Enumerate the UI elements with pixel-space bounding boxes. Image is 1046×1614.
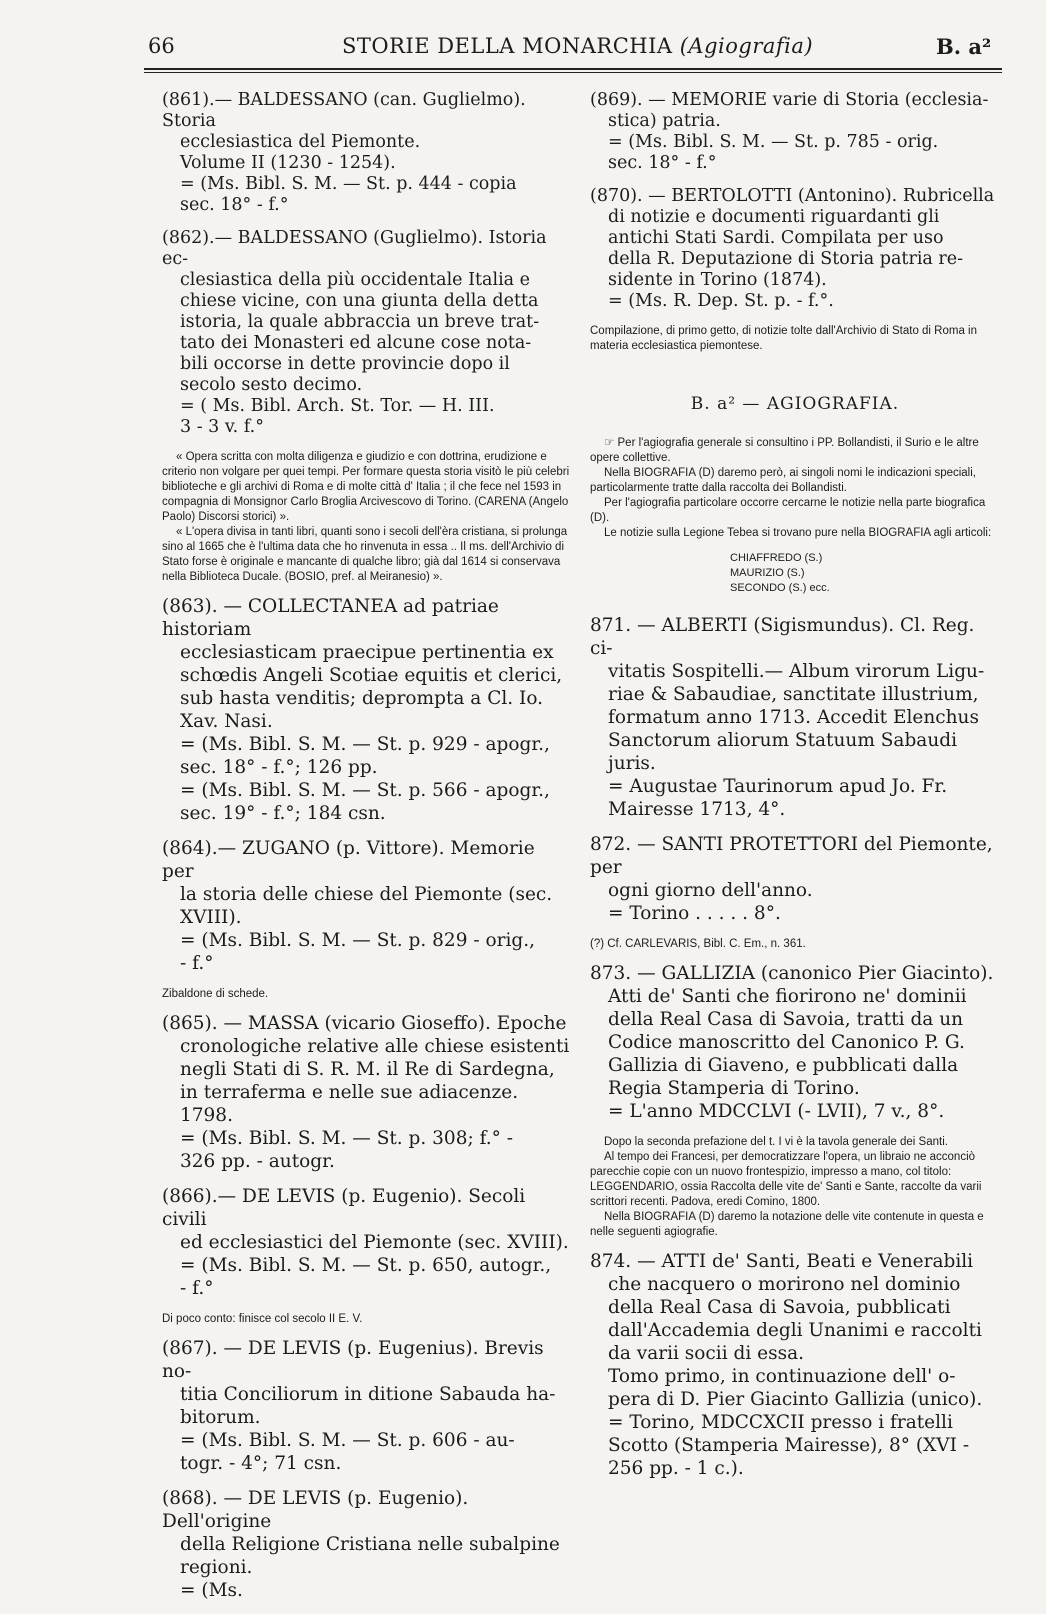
- entry-line: (869). — MEMORIE varie di Storia (ecclesia-: [590, 90, 989, 110]
- entry-line: Codice manoscritto del Canonico P. G.: [608, 1032, 965, 1053]
- entry-line: - f.°: [180, 953, 214, 974]
- page-number: 66: [148, 34, 175, 58]
- entry-line: bili occorse in dette provincie dopo il: [180, 354, 510, 374]
- left-column: [162, 90, 572, 1614]
- entry-line: negli Stati di S. R. M. il Re di Sardegna,: [180, 1059, 555, 1080]
- entry-line: - f.°: [180, 1278, 214, 1299]
- entry-863: [162, 595, 572, 825]
- entry-line: secolo sesto decimo.: [180, 375, 363, 395]
- section-mark: B. a²: [936, 34, 992, 59]
- entry-line: riae & Sabaudiae, sanctitate illustrium,: [608, 684, 979, 705]
- entry-line: titia Conciliorum in ditione Sabauda ha-: [180, 1384, 556, 1405]
- list-item: MAURIZIO (S.): [730, 567, 805, 579]
- entry-line: (870). — BERTOLOTTI (Antonino). Rubricella: [590, 186, 995, 206]
- right-column: [590, 90, 1000, 1492]
- entry-873: [590, 962, 1000, 1123]
- entry-line: 3 - 3 v. f.°: [180, 417, 264, 437]
- entry-866: [162, 1185, 572, 1300]
- entry-869: [590, 90, 1000, 174]
- note-872: [590, 937, 1000, 952]
- entry-line: tato dei Monasteri ed alcune cose nota-: [180, 333, 532, 353]
- entry-line: ed ecclesiastici del Piemonte (sec. XVIII).: [180, 1232, 569, 1253]
- entry-line: Scotto (Stamperia Mairesse), 8° (XVI -: [608, 1435, 970, 1456]
- entry-line: dall'Accademia degli Unanimi e raccolti: [608, 1320, 982, 1341]
- note-paragraph: Zibaldone di schede.: [162, 988, 269, 1000]
- entry-line: = (Ms. Bibl. S. M. — St. p. 308; f.° -: [180, 1128, 514, 1149]
- note-paragraph: Al tempo dei Francesi, per democratizzare l'opera, un libraio ne acconciò parecchie copie con un nuovo frontespizio, impresso a mano, col titolo: LEGGENDARIO, ossia Raccolta delle vite de' Santi e Sante, raccolte da varii scrittori recenti. Padova, eredi Comino, 1800.: [590, 1151, 982, 1208]
- running-title-main: STORIE DELLA MONARCHIA: [342, 34, 680, 58]
- note-870: [590, 324, 1000, 354]
- entry-line: clesiastica della più occidentale Italia e: [180, 270, 531, 290]
- entry-line: = ( Ms. Bibl. Arch. St. Tor. — H. III.: [180, 396, 495, 416]
- entry-line: ecclesiastica del Piemonte.: [180, 132, 421, 152]
- entry-line: istoria, la quale abbraccia un breve trat-: [180, 312, 540, 332]
- entry-line: = Augustae Taurinorum apud Jo. Fr.: [608, 776, 948, 797]
- entry-line: 256 pp. - 1 c.).: [608, 1458, 744, 1479]
- entry-line: = (Ms. Bibl. S. M. — St. p. 650, autogr.,: [180, 1255, 552, 1276]
- entry-line: = Torino, MDCCXCII presso i fratelli: [608, 1412, 953, 1433]
- entry-line: bitorum.: [180, 1407, 261, 1428]
- entry-line: = (Ms. Bibl. S. M. — St. p. 785 - orig.: [608, 132, 939, 152]
- entry-line: vitatis Sospitelli.— Album virorum Ligu-: [608, 661, 985, 682]
- page-header: [0, 0, 1046, 66]
- entry-line: (862).— BALDESSANO (Guglielmo). Istoria ec-: [162, 228, 547, 269]
- entry-line: XVIII).: [180, 907, 242, 928]
- entry-line: = (Ms. R. Dep. St. p. - f.°.: [608, 291, 834, 311]
- entry-line: 873. — GALLIZIA (canonico Pier Giacinto).: [590, 963, 994, 984]
- entry-line: Volume II (1230 - 1254).: [180, 153, 396, 173]
- note-paragraph: Per l'agiografia particolare occorre cercarne le notizie nella parte biografica (D).: [590, 497, 986, 524]
- entry-862: [162, 228, 572, 438]
- note-paragraph: ☞ Per l'agiografia generale si consultino i PP. Bollandisti, il Surio e le altre opere collettive.: [590, 437, 979, 464]
- entry-line: = (Ms. Bibl. S. M. — St. p. 566 - apogr.,: [180, 780, 550, 801]
- entry-line: = (Ms.: [180, 1580, 243, 1601]
- note-866: [162, 1312, 572, 1327]
- entry-line: ogni giorno dell'anno.: [608, 880, 813, 901]
- note-paragraph: Dopo la seconda prefazione del t. I vi è la tavola generale dei Santi.: [604, 1136, 948, 1148]
- entry-line: Regia Stamperia di Torino.: [608, 1078, 860, 1099]
- entry-line: ecclesiasticam praecipue pertinentia ex: [180, 642, 554, 663]
- entry-861: [162, 90, 572, 216]
- entry-line: 326 pp. - autogr.: [180, 1151, 335, 1172]
- entry-line: sec. 18° - f.°; 126 pp.: [180, 757, 378, 778]
- entry-line: della R. Deputazione di Storia patria re-: [608, 249, 964, 269]
- entry-line: = (Ms. Bibl. S. M. — St. p. 606 - au-: [180, 1430, 515, 1451]
- entry-line: = (Ms. Bibl. S. M. — St. p. 929 - apogr.,: [180, 734, 550, 755]
- entry-line: togr. - 4°; 71 csn.: [180, 1453, 342, 1474]
- running-title: [342, 34, 813, 58]
- running-title-italic: (Agiografia): [679, 34, 814, 58]
- note-873: [590, 1135, 1000, 1240]
- entry-line: = L'anno MDCCLVI (- LVII), 7 v., 8°.: [608, 1101, 945, 1122]
- entry-line: = (Ms. Bibl. S. M. — St. p. 444 - copia: [180, 174, 517, 194]
- entry-line: (861).— BALDESSANO (can. Guglielmo). Storia: [162, 90, 526, 131]
- note-paragraph: « Opera scritta con molta diligenza e giudizio e con dottrina, erudizione e criterio non volgare per quei tempi. Per formare questa storia visitò le più celebri biblioteche e gli archivi di Roma e di molte città d' Italia ; il che fece nel 1593 in compagnia di Monsignor Carlo Broglia Arcivescovo di Torino. (CARENA (Angelo Paolo) Discorsi storici) ».: [162, 451, 570, 523]
- entry-line: Xav. Nasi.: [180, 711, 273, 732]
- entry-line: sec. 19° - f.°; 184 csn.: [180, 803, 386, 824]
- entry-line: regioni.: [180, 1557, 253, 1578]
- note-paragraph: « L'opera divisa in tanti libri, quanti sono i secoli dell'èra cristiana, si prolunga sino al 1665 che è l'ultima data che ho rinvenuta in essa .. Il ms. dell'Archivio di Stato forse è originale e mancante di qualche libro; già dal 1614 si conservava nella Biblioteca Ducale. (BOSIO, pref. al Meiranesio) ».: [162, 526, 568, 583]
- note-paragraph: (?) Cf. CARLEVARIS, Bibl. C. Em., n. 361.: [590, 938, 806, 950]
- entry-line: la storia delle chiese del Piemonte (sec.: [180, 884, 553, 905]
- entry-line: sec. 18° - f.°: [180, 195, 289, 215]
- entry-line: = Torino . . . . . 8°.: [608, 903, 781, 924]
- saints-list: [590, 551, 1000, 596]
- entry-line: Tomo primo, in continuazione dell' o-: [608, 1366, 956, 1387]
- entry-line: di notizie e documenti riguardanti gli: [608, 207, 940, 227]
- note-paragraph: Le notizie sulla Legione Tebea si trovano pure nella BIOGRAFIA agli articoli:: [604, 527, 992, 539]
- entry-line: cronologiche relative alle chiese esistenti: [180, 1036, 570, 1057]
- entry-line: in terraferma e nelle sue adiacenze. 1798.: [180, 1082, 519, 1126]
- entry-867: [162, 1337, 572, 1475]
- entry-870: [590, 186, 1000, 312]
- entry-line: 871. — ALBERTI (Sigismundus). Cl. Reg. ci-: [590, 615, 975, 659]
- entry-874: [590, 1250, 1000, 1480]
- entry-865: [162, 1012, 572, 1173]
- note-paragraph: Di poco conto: finisce col secolo II E. V.: [162, 1313, 363, 1325]
- list-item: CHIAFFREDO (S.): [730, 552, 823, 564]
- note-paragraph: Nella BIOGRAFIA (D) daremo però, ai singoli nomi le indicazioni speciali, particolarmente tratte dalla raccolta dei Bollandisti.: [590, 467, 976, 494]
- entry-line: Mairesse 1713, 4°.: [608, 799, 786, 820]
- entry-line: della Real Casa di Savoia, pubblicati: [608, 1297, 951, 1318]
- entry-line: formatum anno 1713. Accedit Elenchus: [608, 707, 979, 728]
- entry-line: schœdis Angeli Scotiae equitis et clerici,: [180, 665, 563, 686]
- entry-line: (867). — DE LEVIS (p. Eugenius). Brevis no-: [162, 1338, 544, 1382]
- entry-line: 874. — ATTI de' Santi, Beati e Venerabili: [590, 1251, 974, 1272]
- list-item: SECONDO (S.) ecc.: [730, 582, 830, 594]
- entry-868: [162, 1487, 572, 1602]
- note-864: [162, 987, 572, 1002]
- note-paragraph: Compilazione, di primo getto, di notizie tolte dall'Archivio di Stato di Roma in materia ecclesiastica piemontese.: [590, 325, 977, 352]
- entry-line: Gallizia di Giaveno, e pubblicati dalla: [608, 1055, 959, 1076]
- entry-line: pera di D. Pier Giacinto Gallizia (unico).: [608, 1389, 983, 1410]
- entry-line: antichi Stati Sardi. Compilata per uso: [608, 228, 944, 248]
- entry-872: [590, 833, 1000, 925]
- entry-line: chiese vicine, con una giunta della detta: [180, 291, 539, 311]
- entry-line: (864).— ZUGANO (p. Vittore). Memorie per: [162, 838, 535, 882]
- entry-line: Atti de' Santi che fiorirono ne' dominii: [608, 986, 967, 1007]
- note-862: [162, 450, 572, 585]
- header-rule: [144, 68, 1002, 73]
- entry-line: Sanctorum aliorum Statuum Sabaudi juris.: [608, 730, 957, 774]
- entry-line: della Real Casa di Savoia, tratti da un: [608, 1009, 964, 1030]
- entry-line: = (Ms. Bibl. S. M. — St. p. 829 - orig.,: [180, 930, 535, 951]
- section-heading: B. a² — AGIOGRAFIA.: [690, 394, 900, 414]
- note-paragraph: Nella BIOGRAFIA (D) daremo la notazione delle vite contenute in questa e nelle seguenti agiografie.: [590, 1211, 984, 1238]
- agiografia-intro: [590, 436, 1000, 541]
- entry-864: [162, 837, 572, 975]
- entry-line: stica) patria.: [608, 111, 721, 131]
- entry-line: (865). — MASSA (vicario Gioseffo). Epoche: [162, 1013, 567, 1034]
- entry-line: (866).— DE LEVIS (p. Eugenio). Secoli civili: [162, 1186, 526, 1230]
- entry-line: 872. — SANTI PROTETTORI del Piemonte, per: [590, 834, 993, 878]
- entry-line: sec. 18° - f.°: [608, 153, 717, 173]
- entry-line: sidente in Torino (1874).: [608, 270, 827, 290]
- entry-line: da varii socii di essa.: [608, 1343, 804, 1364]
- entry-line: (868). — DE LEVIS (p. Eugenio). Dell'origine: [162, 1488, 469, 1532]
- entry-line: (863). — COLLECTANEA ad patriae historiam: [162, 596, 499, 640]
- entry-871: [590, 614, 1000, 821]
- entry-line: della Religione Cristiana nelle subalpine: [180, 1534, 560, 1555]
- entry-line: sub hasta venditis; deprompta a Cl. Io.: [180, 688, 544, 709]
- entry-line: che nacquero o morirono nel dominio: [608, 1274, 961, 1295]
